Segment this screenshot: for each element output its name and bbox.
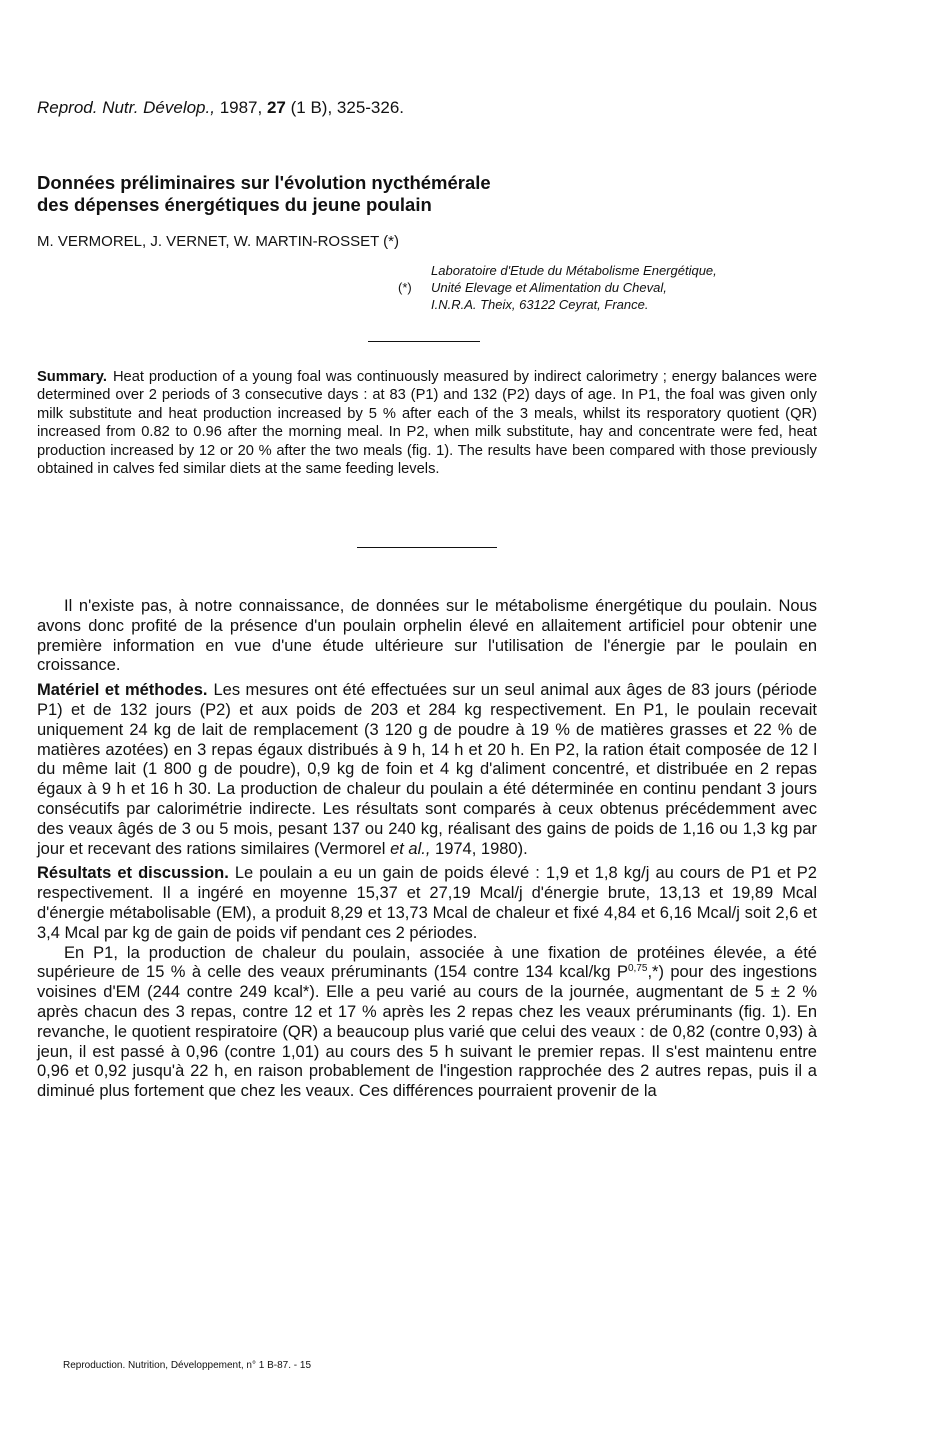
title-line-1: Données préliminaires sur l'évolution nycthémérale bbox=[37, 172, 491, 193]
affiliation-text-1: Laboratoire d'Etude du Métabolisme Energétique, bbox=[431, 263, 717, 278]
discussion-text-a: En P1, la production de chaleur du poulain, associée à une fixation de protéines élevée, a été supérieure de 15 % à celle des veaux préruminants (154 contre 134 kcal/kg P bbox=[37, 943, 817, 982]
article-body bbox=[37, 597, 817, 1102]
authors-line: M. VERMOREL, J. VERNET, W. MARTIN-ROSSET (*) bbox=[37, 233, 399, 250]
affiliation-line-3 bbox=[398, 296, 828, 313]
affiliation-mark: (*) bbox=[398, 280, 412, 295]
citation-line bbox=[37, 97, 404, 119]
citation-volume: 27 bbox=[266, 98, 286, 117]
citation-year: 1987, bbox=[219, 98, 263, 117]
separator-rule-top bbox=[368, 341, 480, 342]
affiliation-line-1 bbox=[398, 262, 828, 279]
affiliation-line-2 bbox=[398, 279, 828, 296]
separator-rule-bottom bbox=[357, 547, 497, 548]
affiliation-text-3: I.N.R.A. Theix, 63122 Ceyrat, France. bbox=[431, 297, 649, 312]
methods-paragraph bbox=[37, 681, 817, 859]
results-text: Le poulain a eu un gain de poids élevé : 1,9 et 1,8 kg/j au cours de P1 et P2 respectivement. Il a ingéré en moyenne 15,37 et 27,19 Mcal/j d'énergie brute, 13,13 et 19,89 Mcal d'énergie métabolisable (EM), a produit 8,29 et 13,73 Mcal de chaleur et fixé 4,84 et 6,16 Mcal/j soit 2,6 et 3,4 Mcal par kg de gain de poids vif pendant ces 2 périodes. bbox=[37, 864, 817, 942]
methods-text: Les mesures ont été effectuées sur un seul animal aux âges de 83 jours (période P1) et de 132 jours (P2) et aux poids de 203 et 284 kg respectivement. En P1, le poulain recevait uniquement 24 kg de lait de remplacement (3 120 g de poudre à 19 % de matières grasses et 22 % de matières azotées) en 3 repas égaux distribués à 9 h, 14 h et 20 h. En P2, la ration était composée de 12 l du même lait (1 800 g de poudre), 0,9 kg de foin et 4 kg d'aliment concentré, et distribuée en 2 repas égaux à 9 h et 16 h 30. La production de chaleur du poulain a été déterminée en continu pendant 3 jours consécutifs par calorimétrie indirecte. Les résultats sont comparés à ceux obtenus précédemment avec des veaux âgés de 3 ou 5 mois, pesant 137 ou 240 kg, réalisant des gains de poids de 1,16 ou 1,3 kg par jour et recevant des rations similaires (Vermorel bbox=[37, 681, 817, 858]
summary-paragraph bbox=[37, 368, 817, 478]
exponent: 0,75 bbox=[627, 963, 648, 975]
methods-etal: et al., bbox=[390, 839, 431, 858]
article-title bbox=[37, 172, 797, 216]
citation-issue-pages: (1 B), 325-326. bbox=[290, 98, 405, 117]
affiliation-text-2: Unité Elevage et Alimentation du Cheval, bbox=[431, 280, 667, 295]
summary-text: Heat production of a young foal was continuously measured by indirect calorimetry ; energy balances were determined over 2 periods of 3 consecutive days : at 83 (P1) and 132 (P2) days of age. In P1, the foal was given only milk substitute and heat production increased by 5 % after each of the 3 meals, whilst its resporatory quotient (QR) increased from 0.82 to 0.96 after the morning meal. In P2, when milk substitute, hay and concentrate were fed, heat production increased by 12 or 20 % after the two meals (fig. 1). The results have been compared with those previously obtained in calves fed similar diets at the same feeding levels. bbox=[37, 369, 817, 478]
intro-paragraph: Il n'existe pas, à notre connaissance, de données sur le métabolisme énergétique du poulain. Nous avons donc profité de la présence d'un poulain orphelin élevé en allaitement artificiel pour obtenir une première information en vue d'une étude ultérieure sur l'utilisation de l'énergie par le poulain en croissance. bbox=[37, 597, 817, 675]
affiliation-block bbox=[398, 262, 828, 313]
discussion-text-b: ,*) pour des ingestions voisines d'EM (244 contre 249 kcal*). Elle a peu varié au cours de la journée, augmentant de 5 ± 2 % après chacun des 3 repas, contre 12 et 17 % après les 2 repas chez les veaux préruminants (fig. 1). En revanche, le quotient respiratoire (QR) a beaucoup plus varié que celui des veaux : de 0,82 (contre 0,93) à jeun, il est passé à 0,96 (contre 1,01) au cours des 5 h suivant le premier repas. Il s'est maintenu entre 0,96 et 0,92 jusqu'à 22 h, en raison probablement de l'ingestion rapprochée des 2 autres repas, puis il a diminué plus fortement que chez les veaux. Ces différences pourraient provenir de la bbox=[37, 963, 817, 1101]
methods-text-end: 1974, 1980). bbox=[435, 839, 528, 858]
title-line-2: des dépenses énergétiques du jeune poulain bbox=[37, 194, 432, 215]
results-paragraph bbox=[37, 864, 817, 943]
journal-name: Reprod. Nutr. Dévelop., bbox=[37, 98, 215, 117]
results-heading: Résultats et discussion. bbox=[37, 864, 229, 883]
methods-heading: Matériel et méthodes. bbox=[37, 681, 208, 700]
page-footer: Reproduction. Nutrition, Développement, n° 1 B-87. - 15 bbox=[63, 1360, 312, 1371]
summary-label: Summary. bbox=[37, 369, 107, 385]
discussion-paragraph bbox=[37, 944, 817, 1102]
